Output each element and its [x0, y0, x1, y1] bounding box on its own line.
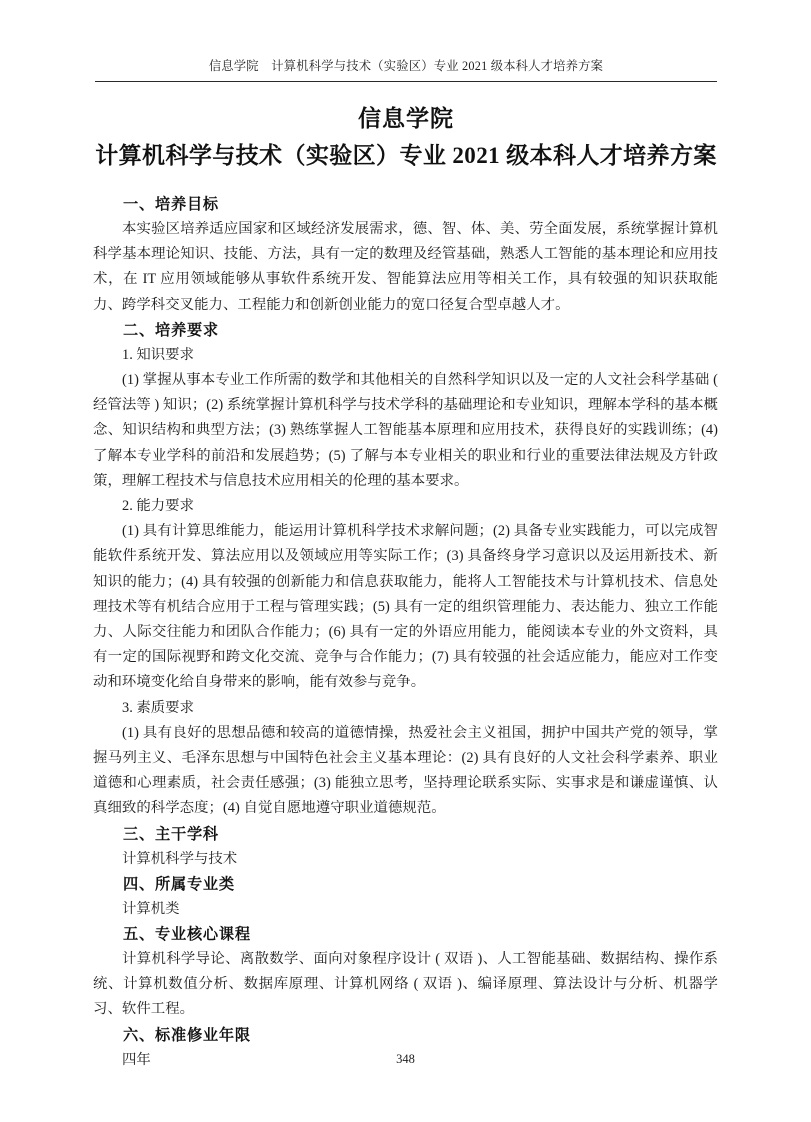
subsection-heading-quality: 3. 素质要求	[122, 699, 194, 716]
section-heading-6: 六、标准修业年限	[123, 1026, 251, 1044]
document-title-block	[60, 104, 752, 172]
section-5-paragraph: 计算机科学导论、离散数学、面向对象程序设计 ( 双语 )、人工智能基础、数据结构、操作系统、计算机数值分析、数据库原理、计算机网络 ( 双语 )、编译原理、算法设计与分析、机器学习、软件工程。	[93, 951, 718, 1018]
document-title-program: 计算机科学与技术（实验区）专业 2021 级本科人才培养方案	[95, 143, 717, 168]
section-6-paragraph: 四年	[122, 1051, 151, 1068]
document-body	[93, 192, 718, 1073]
section-heading-2: 二、培养要求	[123, 321, 219, 339]
page-number: 348	[396, 1052, 415, 1066]
section-heading-4: 四、所属专业类	[123, 875, 235, 893]
section-3-paragraph: 计算机科学与技术	[122, 850, 238, 867]
section-4-paragraph: 计算机类	[122, 900, 180, 917]
subsection-paragraph-knowledge: (1) 掌握从事本专业工作所需的数学和其他相关的自然科学知识以及一定的人文社会科学基础 ( 经管法等 ) 知识；(2) 系统掌握计算机科学与技术学科的基础理论和专业知识，理解本学科的基本概念、知识结构和典型方法；(3) 熟练掌握人工智能基本原理和应用技术，获得良好的实践训练；(4) 了解本专业学科的前沿和发展趋势；(5) 了解与本专业相关的职业和行业的重要法律法规及方针政策，理解工程技术与信息技术应用相关的伦理的基本要求。	[93, 372, 718, 489]
section-heading-1: 一、培养目标	[123, 196, 219, 213]
section-heading-3: 三、主干学科	[123, 825, 219, 843]
subsection-heading-knowledge: 1. 知识要求	[122, 346, 194, 363]
subsection-paragraph-ability: (1) 具有计算思维能力，能运用计算机科学技术求解问题；(2) 具备专业实践能力，可以完成智能软件系统开发、算法应用以及领域应用等实际工作；(3) 具备终身学习意识以及运用新技术、新知识的能力；(4) 具有较强的创新能力和信息获取能力，能将人工智能技术与计算机技术、信息处理技术等有机结合应用于工程与管理实践；(5) 具有一定的组织管理能力、表达能力、独立工作能力、人际交往能力和团队合作能力；(6) 具有一定的外语应用能力，能阅读本专业的外文资料，具有一定的国际视野和跨文化交流、竞争与合作能力；(7) 具有较强的社会适应能力，能应对工作变动和环境变化给自身带来的影响，能有效参与竞争。	[93, 523, 718, 691]
running-header: 信息学院 计算机科学与技术（实验区）专业 2021 级本科人才培养方案	[208, 59, 604, 73]
subsection-paragraph-quality: (1) 具有良好的思想品德和较高的道德情操，热爱社会主义祖国，拥护中国共产党的领导，掌握马列主义、毛泽东思想与中国特色社会主义基本理论：(2) 具有良好的人文社会科学素养、职业道德和心理素质，社会责任感强；(3) 能独立思考，坚持理论联系实际、实事求是和谦虚谨慎、认真细致的科学态度；(4) 自觉自愿地遵守职业道德规范。	[93, 724, 718, 817]
subsection-heading-ability: 2. 能力要求	[122, 498, 194, 515]
header-rule-divider	[95, 81, 717, 82]
section-1-paragraph: 本实验区培养适应国家和区域经济发展需求，德、智、体、美、劳全面发展，系统掌握计算机科学基本理论知识、技能、方法，具有一定的数理及经管基础，熟悉人工智能的基本理论和应用技术，在 IT 应用领域能够从事软件系统开发、智能算法应用等相关工作，具有较强的知识获取能力、跨学科交叉能力、工程能力和创新创业能力的宽口径复合型卓越人才。	[93, 221, 718, 313]
section-heading-5: 五、专业核心课程	[123, 926, 251, 944]
document-title-institution: 信息学院	[358, 106, 454, 131]
